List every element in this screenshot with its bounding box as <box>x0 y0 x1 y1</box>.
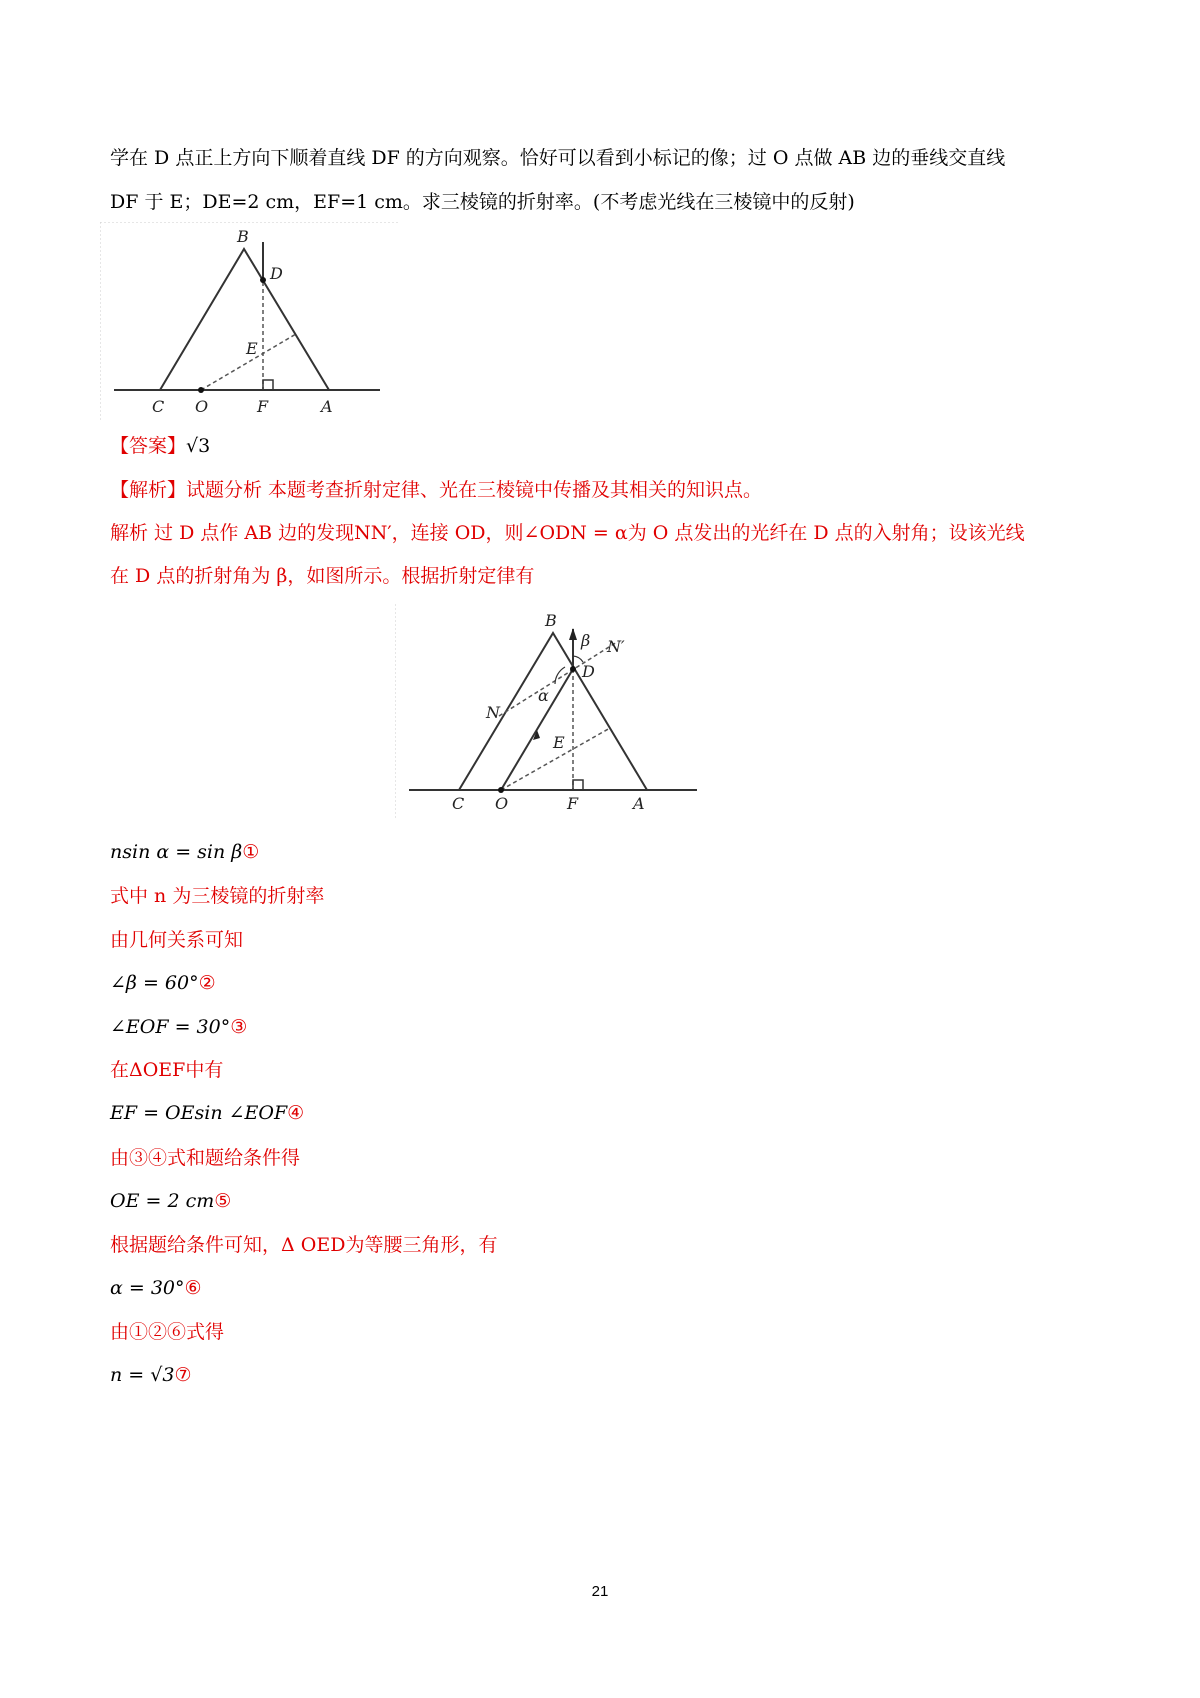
label-f: F <box>257 397 269 416</box>
step-4-expr: ∠β = 60° <box>110 972 199 994</box>
step-8: 由③④式和题给条件得 <box>110 1147 301 1169</box>
step-9 <box>110 1189 231 1213</box>
step-5 <box>110 1015 247 1039</box>
answer-value: √3 <box>186 435 211 457</box>
step-4 <box>110 971 216 995</box>
label-a: A <box>321 397 333 416</box>
step-5-mark: ③ <box>230 1016 248 1038</box>
prism-triangle <box>160 249 329 390</box>
problem-line-1: 学在 D 点正上方向下顺着直线 DF 的方向观察。恰好可以看到小标记的像；过 O 点做 AB 边的垂线交直线 <box>110 147 1006 169</box>
analysis-intro-line <box>110 478 762 502</box>
label-d: D <box>582 662 595 681</box>
analysis-para-1: 解析 过 D 点作 AB 边的发现NN′，连接 OD，则∠ODN = α为 O 点发出的光纤在 D 点的入射角；设该光线 <box>110 522 1025 544</box>
label-beta: β <box>581 631 591 650</box>
step-7-mark: ④ <box>287 1102 305 1124</box>
prism-figure-2 <box>395 604 705 818</box>
analysis-tag: 【解析】 <box>110 479 187 501</box>
step-12: 由①②⑥式得 <box>110 1321 225 1343</box>
label-c: C <box>152 397 165 416</box>
label-e: E <box>246 339 258 358</box>
step-11-mark: ⑥ <box>184 1277 202 1299</box>
step-7-expr: EF = OEsin ∠EOF <box>110 1102 288 1124</box>
incident-ray-od <box>501 669 573 790</box>
step-9-expr: OE = 2 cm <box>110 1190 215 1212</box>
label-n-prime: N′ <box>607 637 625 656</box>
label-alpha: α <box>538 686 549 705</box>
answer-line <box>110 434 210 458</box>
label-o: O <box>495 794 509 813</box>
step-9-mark: ⑤ <box>214 1190 232 1212</box>
analysis-para-2: 在 D 点的折射角为 β，如图所示。根据折射定律有 <box>110 565 535 587</box>
label-c: C <box>452 794 465 813</box>
page-number: 21 <box>591 1583 609 1600</box>
step-13 <box>110 1363 191 1387</box>
step-6: 在ΔOEF中有 <box>110 1059 224 1081</box>
label-o: O <box>195 397 209 416</box>
step-1 <box>110 840 259 864</box>
step-13-expr: n = √3 <box>110 1364 175 1386</box>
label-b: B <box>545 611 557 630</box>
step-11 <box>110 1276 202 1300</box>
label-d: D <box>270 264 283 283</box>
step-2: 式中 n 为三棱镜的折射率 <box>110 885 325 907</box>
step-10: 根据题给条件可知，Δ OED为等腰三角形，有 <box>110 1234 498 1256</box>
step-11-expr: α = 30° <box>110 1277 185 1299</box>
label-b: B <box>237 227 249 246</box>
label-n: N <box>486 703 500 722</box>
answer-tag: 【答案】 <box>110 435 187 457</box>
normal-nn <box>499 642 617 716</box>
problem-line-2: DF 于 E；DE=2 cm，EF=1 cm。求三棱镜的折射率。(不考虑光线在三棱镜中的反射) <box>110 191 855 213</box>
step-1-mark: ① <box>242 841 260 863</box>
step-3: 由几何关系可知 <box>110 929 244 951</box>
label-f: F <box>567 794 579 813</box>
step-1-expr: nsin α = sin β <box>110 841 243 863</box>
step-5-expr: ∠EOF = 30° <box>110 1016 231 1038</box>
label-a: A <box>633 794 645 813</box>
step-7 <box>110 1101 304 1125</box>
step-4-mark: ② <box>198 972 216 994</box>
prism-figure-1 <box>100 222 400 422</box>
step-13-mark: ⑦ <box>174 1364 192 1386</box>
analysis-intro: 试题分析 本题考查折射定律、光在三棱镜中传播及其相关的知识点。 <box>186 479 763 501</box>
label-e: E <box>553 733 565 752</box>
